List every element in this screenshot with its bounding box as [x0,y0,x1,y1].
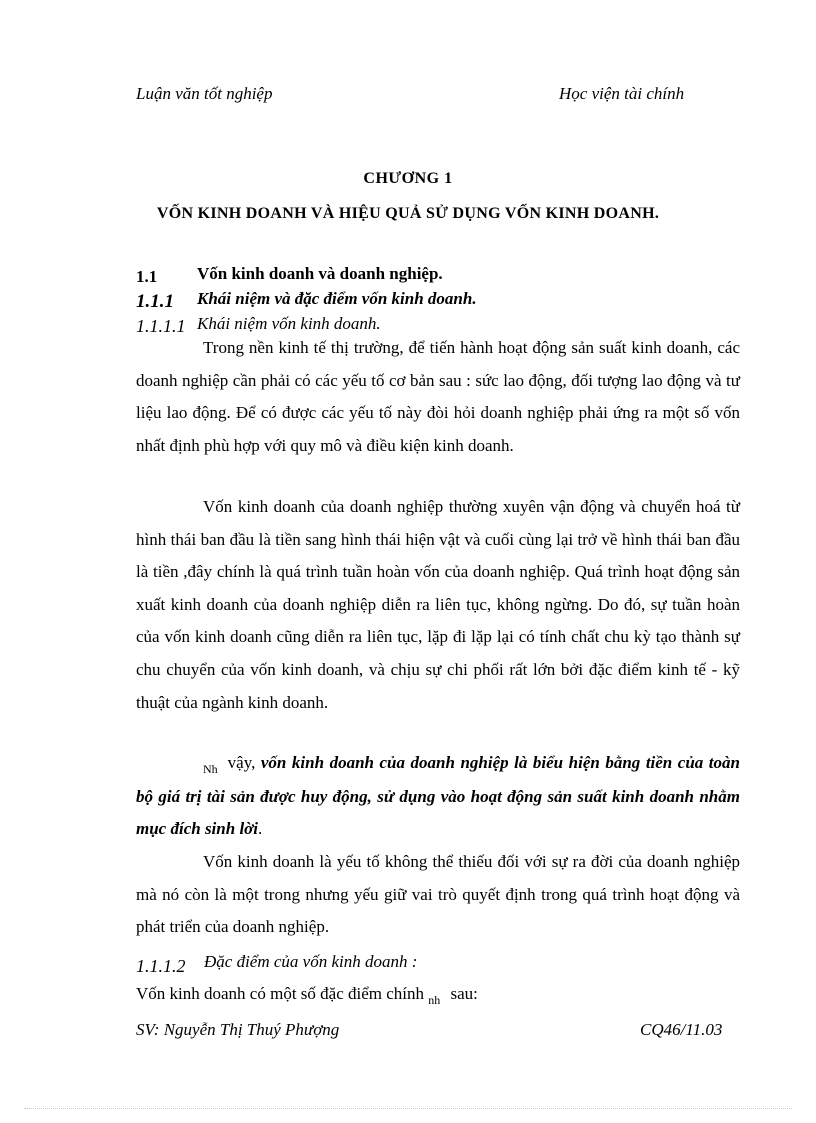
footer-left: SV: Nguyễn Thị Thuý Phượng [136,1020,340,1039]
section-1-1-title: Vốn kinh doanh và doanh nghiệp. [197,264,443,283]
paragraph-3: $_{Nh}$ vậy, vốn kinh doanh của doanh nghiệp là biểu hiện bằng tiền của toàn bộ giá trị tài sản được huy động, sử dụng vào hoạt động sản suất kinh doanh nhằm mục đích sinh lời. [136,753,740,839]
section-1-1-1-2-title: Đặc điểm của vốn kinh doanh : [204,952,418,971]
section-1-1-1-2-number: 1.1.1.2 [136,956,186,976]
page-border-dotted [24,1108,792,1109]
paragraph-3-prefix: Nh [203,762,218,776]
paragraph-5: Vốn kinh doanh có một số đặc điểm chính $_{nh}$ sau: [136,984,478,1007]
section-1-1-number: 1.1 [136,267,158,286]
paragraph-2: Vốn kinh doanh của doanh nghiệp thường xuyên vận động và chuyển hoá từ hình thái ban đầu là tiền sang hình thái hiện vật và cuối cùng lại trở về hình thái ban đầu là tiền ,đây chính là quá trình tuần hoàn vốn của doanh nghiệp. Quá trình hoạt động sản xuất kinh doanh của doanh nghiệp diễn ra liên tục, không ngừng. Do đó, sự tuần hoàn của vốn kinh doanh cũng diễn ra liên tục, lặp đi lặp lại có tính chất chu kỳ tạo thành sự chu chuyển của vốn kinh doanh, và chịu sự chi phối rất lớn bởi đặc điểm kinh tế - kỹ thuật của ngành kinh doanh. [136,497,740,712]
section-1-1-1-title: Khái niệm và đặc điểm vốn kinh doanh. [197,289,477,308]
header-left: Luận văn tốt nghiệp [136,84,273,103]
paragraph-1: Trong nền kinh tế thị trường, để tiến hành hoạt động sản suất kinh doanh, các doanh nghiệp cần phải có các yếu tố cơ bản sau : sức lao động, đối tượng lao động và tư liệu lao động. Để có được các yếu tố này đòi hỏi doanh nghiệp phải ứng ra một số vốn nhất định phù hợp với quy mô và điều kiện kinh doanh. [136,338,740,455]
section-1-1-1-number: 1.1.1 [136,291,174,312]
header-right: Học viện tài chính [559,84,685,103]
chapter-subtitle: VỐN KINH DOANH VÀ HIỆU QUẢ SỬ DỤNG VỐN KINH DOANH. [156,205,660,222]
section-1-1-1-1-title: Khái niệm vốn kinh doanh. [197,314,381,333]
paragraph-4: Vốn kinh doanh là yếu tố không thể thiếu đối với sự ra đời của doanh nghiệp mà nó còn là một trong nhưng yếu giữ vai trò quyết định trong quá trình hoạt động và phát triển của doanh nghiệp. [136,852,740,937]
section-1-1-1-1-number: 1.1.1.1 [136,316,186,336]
chapter-title: CHƯƠNG 1 [363,170,453,187]
definition-text: vốn kinh doanh của doanh nghiệp là biểu hiện bằng tiền của toàn bộ giá trị tài sản được huy động, sử dụng vào hoạt động sản suất kinh doanh nhằm mục đích sinh lời [136,753,740,839]
footer-right: CQ46/11.03 [640,1020,723,1039]
